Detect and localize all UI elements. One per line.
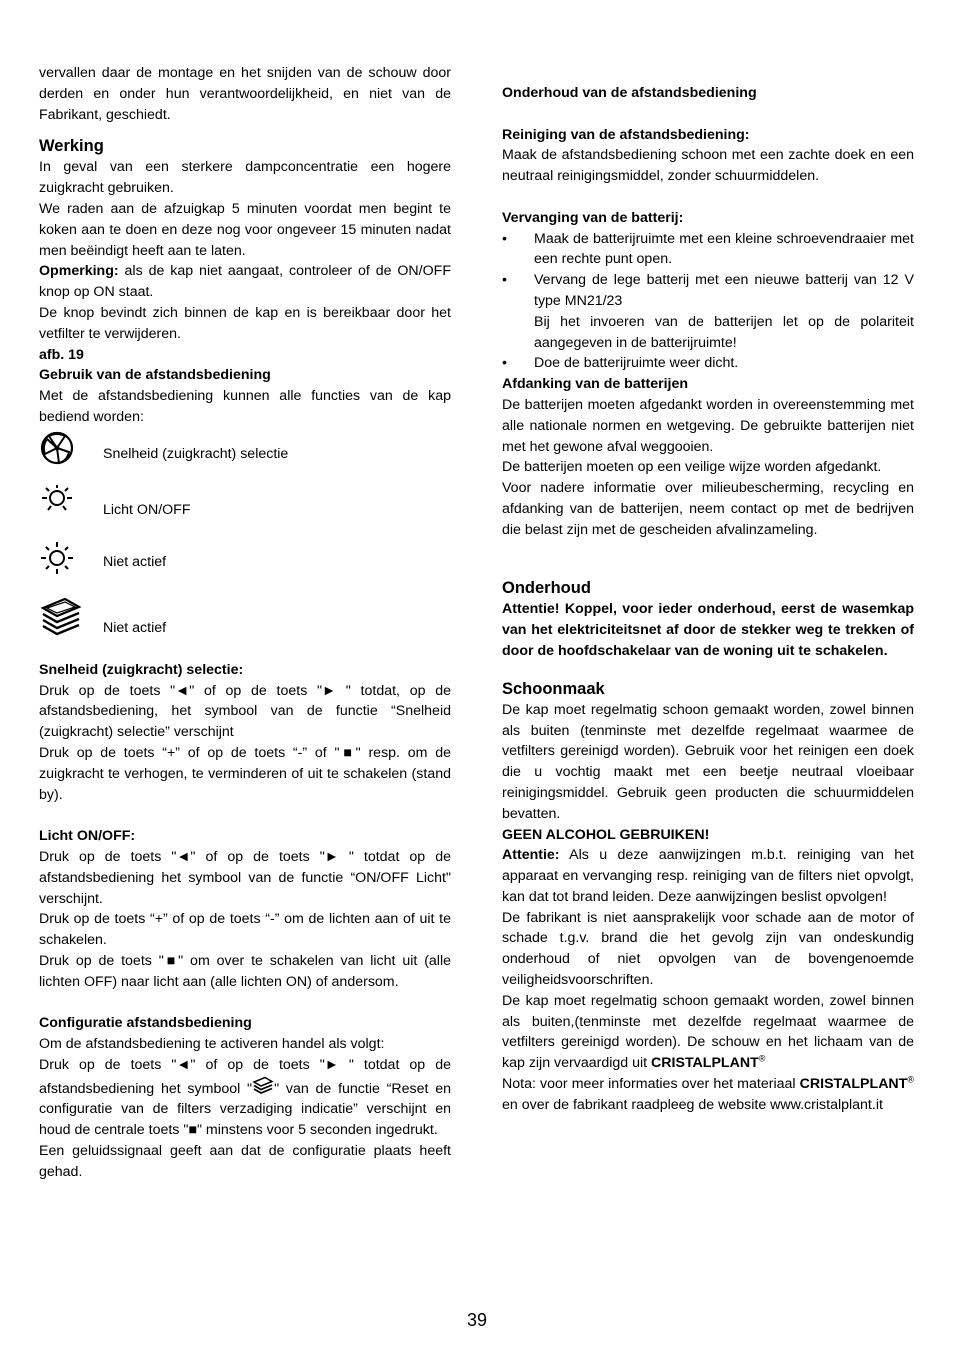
onderhoud-warning: Attentie! Koppel, voor ieder onderhoud, eerst de wasemkap van het elektriciteitsnet af door de stekker weg te trekken of door de hoofdschakelaar van de woning uit te schakelen. [502, 601, 914, 659]
nota-text-b: en over de fabrikant raadpleeg de website www.cristalplant.it [502, 1096, 883, 1113]
list-item [502, 229, 914, 271]
list-item [502, 270, 914, 312]
reiniging-paragraph: Maak de afstandsbediening schoon met een zachte doek en een neutraal reinigingsmiddel, zonder schuurmiddelen. [502, 147, 914, 185]
filter-layers-inline-icon [252, 1076, 274, 1096]
vervanging-item-2b: Bij het invoeren van de batterijen let op de polariteit aangegeven in de batterijruimte! [534, 313, 914, 351]
geen-alcohol-warning: GEEN ALCOHOL GEBRUIKEN! [502, 826, 710, 843]
config-paragraph-1: Om de afstandsbediening te activeren handel als volgt: [39, 1036, 385, 1053]
registered-mark: ® [907, 1074, 914, 1085]
snelheid-heading: Snelheid (zuigkracht) selectie: [39, 661, 244, 678]
afdanking-paragraph-3: Voor nadere informatie over milieubescherming, recycling en afdanking van de batterijen, neem contact op met de bedrijven die belast zijn met de gescheiden afvalinzameling. [502, 480, 914, 538]
vervanging-item-1: Maak de batterijruimte met een kleine schroevendraaier met een rechte punt open. [534, 230, 914, 268]
werking-paragraph-3: De knop bevindt zich binnen de kap en is bereikbaar door het vetfilter te verwijderen. [39, 304, 451, 342]
attentie-paragraph [502, 845, 914, 907]
filter-layers-icon [39, 596, 83, 636]
afdanking-paragraph-2: De batterijen moeten op een veilige wijze worden afgedankt. [502, 459, 882, 476]
gebruik-paragraph: Met de afstandsbediening kunnen alle functies van de kap bediend worden: [39, 388, 451, 425]
afdanking-heading: Afdanking van de batterijen [502, 376, 689, 393]
brand-name: CRISTALPLANT [651, 1055, 759, 1072]
licht-paragraph-2: Druk op de toets “+” of op de toets “-” om de lichten aan of uit te schakelen. [39, 911, 451, 949]
afdanking-paragraph-1: De batterijen moeten afgedankt worden in overeenstemming met alle nationale normen en wetgeving. De gebruikte batterijen niet met het gewone afval weggooien. [502, 396, 914, 455]
schoonmaak-paragraph-2 [502, 991, 914, 1074]
werking-paragraph-1: In geval van een sterkere dampconcentratie een hogere zuigkracht gebruiken. [39, 159, 451, 197]
attentie-label: Attentie: [502, 847, 560, 864]
fabrikant-paragraph: De fabrikant is niet aansprakelijk voor schade aan de motor of schade t.g.v. brand die het gevolg zijn van ondeskundig onderhoud of niet opvolgen van de bovengenoemde veiligheidsvoorschriften. [502, 909, 914, 989]
icon-row-fan [39, 428, 451, 484]
right-column [502, 83, 914, 1116]
icon-label-fan: Snelheid (zuigkracht) selectie [103, 445, 289, 462]
icon-label-light: Licht ON/OFF [103, 501, 191, 518]
bullet: • [502, 272, 507, 289]
light-icon [39, 484, 75, 516]
onderhoud-afstandsbediening-heading: Onderhoud van de afstandsbediening [502, 85, 757, 101]
intro-paragraph: vervallen daar de montage en het snijden van de schouw door derden en onder hun verantwoordelijkheid, en niet van de Fabrikant, geschiedt. [39, 65, 451, 123]
opmerking-label: Opmerking: [39, 263, 119, 280]
registered-mark: ® [758, 1053, 766, 1064]
icon-label-filter: Niet actief [103, 619, 167, 636]
icon-row-sun [39, 536, 451, 596]
licht-paragraph-1: Druk op de toets "◄" of op de toets "► " totdat op de afstandsbediening het symbool van de functie “ON/OFF Licht" verschijnt. [39, 848, 451, 907]
config-heading: Configuratie afstandsbediening [39, 1015, 252, 1032]
left-column [39, 63, 451, 1183]
attentie-text: Als u deze aanwijzingen m.b.t. reiniging van het apparaat en vervanging resp. reiniging van de filters niet opvolgt, kan dat tot brand leiden. Deze aanwijzingen beslist opvolgen! [502, 847, 914, 905]
list-item [502, 353, 914, 374]
bullet: • [502, 355, 507, 372]
vervanging-item-2a: Vervang de lege batterij met een nieuwe batterij van 12 V type MN21/23 [534, 272, 914, 309]
nota-text-a: Nota: voor meer informaties over het materiaal [502, 1076, 800, 1093]
reiniging-heading: Reiniging van de afstandsbediening: [502, 126, 750, 143]
opmerking-paragraph [39, 261, 451, 303]
licht-paragraph-3: Druk op de toets "■" om over te schakelen van licht uit (alle lichten OFF) naar licht aan (alle lichten ON) of andersom. [39, 952, 451, 990]
licht-heading: Licht ON/OFF: [39, 828, 136, 845]
figure-reference: afb. 19 [39, 346, 84, 363]
werking-paragraph-2: We raden aan de afzuigkap 5 minuten voordat men begint te koken aan te doen en deze nog voor ongeveer 15 minuten nadat men beëindigt heeft aan te laten. [39, 200, 451, 259]
config-text-a: Druk op de toets "◄" of op de toets "► " totdat op de afstandsbediening het symbool " [39, 1056, 451, 1097]
fan-icon [39, 430, 75, 466]
config-paragraph-2 [39, 1055, 451, 1141]
vervanging-item-3: Doe de batterijruimte weer dicht. [534, 355, 739, 372]
bullet: • [502, 230, 507, 247]
brand-name: CRISTALPLANT [799, 1076, 908, 1093]
schoonmaak-text: De kap moet regelmatig schoon gemaakt worden, zowel binnen als buiten,(tenminste met dezelfde regelmaat waarmee de vetfilters gereinigd worden). De schouw en het lichaam van de kap zijn vervaardigd uit [502, 992, 914, 1072]
page-number: 39 [466, 1310, 488, 1330]
icon-row-light [39, 484, 451, 536]
snelheid-paragraph-1: Druk op de toets "◄" of op de toets "► " totdat, op de afstandsbediening, het symbool van de functie “Snelheid (zuigkracht) selectie” verschijnt [39, 682, 451, 741]
config-paragraph-3: Een geluidssignaal geeft aan dat de configuratie plaats heeft gehad. [39, 1143, 451, 1180]
snelheid-paragraph-2: Druk op de toets “+” of op de toets “-” of "■" resp. om de zuigkracht te verhogen, te verminderen of uit te schakelen (stand by). [39, 744, 451, 803]
opmerking-text: als de kap niet aangaat, controleer of de ON/OFF knop op ON staat. [39, 263, 451, 301]
config-text-b: " van de functie “Reset en configuratie van de filters verzadiging indicatie” verschijnt en houd de centrale toets "■" minstens voor 5 seconden ingedrukt. [39, 1080, 451, 1139]
schoonmaak-paragraph-1: De kap moet regelmatig schoon gemaakt worden, zowel binnen als buiten (tenminste met dezelfde regelmaat waarmee de vetfilters gereinigd worden). Gebruik voor het reinigen een doek die u vochtig maakt met een beetje neutraal vloeibaar reinigingsmiddel. Gebruik geen producten die schuurmiddelen bevatten. [502, 701, 914, 822]
vervanging-heading: Vervanging van de batterij: [502, 209, 684, 226]
icon-label-sun: Niet actief [103, 553, 167, 570]
schoonmaak-heading: Schoonmaak [502, 679, 605, 698]
werking-heading: Werking [39, 137, 104, 156]
icon-row-filter [39, 596, 451, 660]
onderhoud-heading: Onderhoud [502, 579, 591, 598]
list-item-continuation [502, 312, 914, 354]
sun-icon [39, 540, 75, 576]
gebruik-heading: Gebruik van de afstandsbediening [39, 367, 271, 384]
nota-paragraph [502, 1074, 914, 1116]
